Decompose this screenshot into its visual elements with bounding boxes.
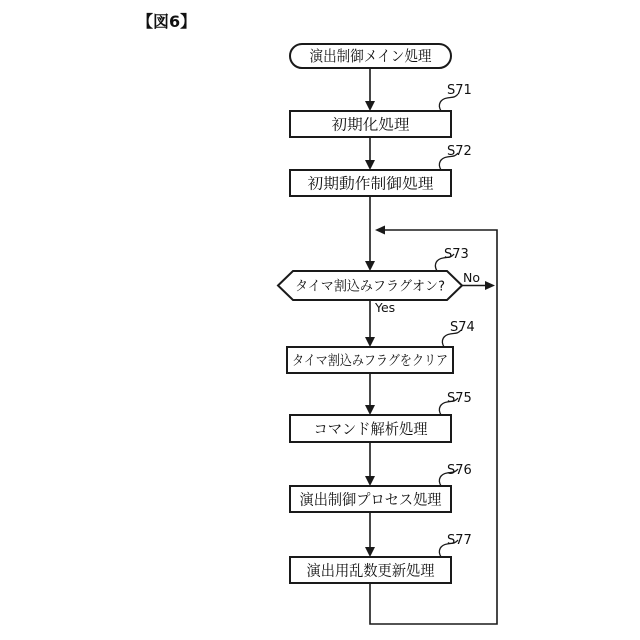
arrowhead-s73 [365, 261, 375, 271]
branch-no-label: No [463, 270, 480, 285]
node-s73-label: タイマ割込みフラグオン? [295, 278, 445, 295]
arrowhead-s72 [365, 160, 375, 170]
node-s75-label: コマンド解析処理 [313, 420, 428, 438]
step-id-s72: S72 [447, 144, 472, 159]
node-s77-label: 演出用乱数更新処理 [306, 561, 435, 580]
figure-title: 【図6】 [137, 12, 197, 31]
step-id-s77: S77 [447, 533, 472, 548]
arrowhead-s77 [365, 547, 375, 557]
node-s72-label: 初期動作制御処理 [307, 174, 434, 193]
arrowhead-s75 [365, 405, 375, 415]
arrowhead-s76 [365, 476, 375, 486]
step-id-s76: S76 [447, 463, 472, 478]
arrowhead-loop-back [375, 226, 385, 235]
step-id-s75: S75 [447, 391, 472, 406]
branch-yes-label: Yes [375, 300, 396, 315]
start-label: 演出制御メイン処理 [309, 47, 432, 65]
node-s76-label: 演出制御プロセス処理 [299, 490, 442, 509]
step-id-s73: S73 [444, 247, 469, 262]
step-id-s74: S74 [450, 320, 475, 335]
node-s74-label: タイマ割込みフラグをクリア [292, 353, 448, 369]
arrowhead-no-branch [485, 281, 495, 290]
arrowhead-s71 [365, 101, 375, 111]
arrowhead-s74 [365, 337, 375, 347]
node-s71-label: 初期化処理 [331, 115, 410, 134]
step-id-s71: S71 [447, 83, 472, 98]
